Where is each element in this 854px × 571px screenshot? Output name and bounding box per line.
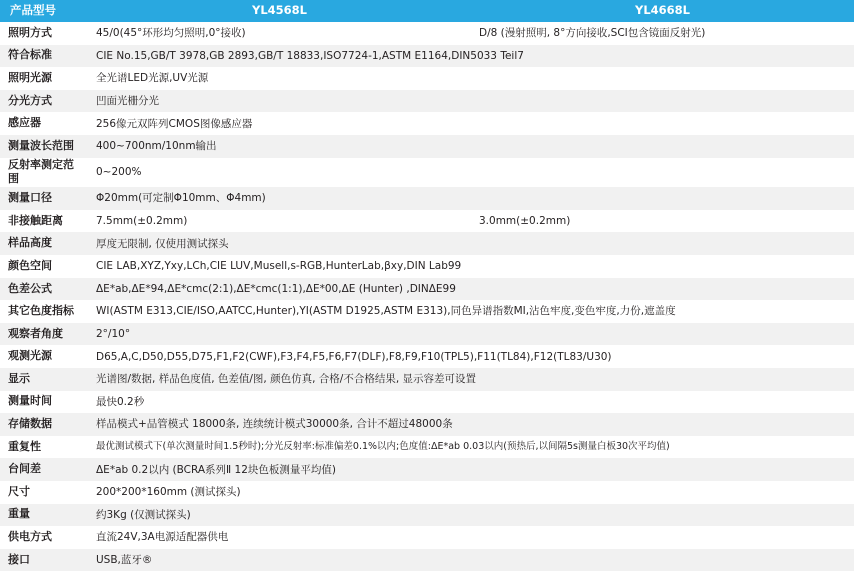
row-value: 全光谱LED光源,UV光源 (88, 67, 854, 90)
row-value: 200*200*160mm (测试探头) (88, 481, 854, 504)
row-value: ΔE*ab,ΔE*94,ΔE*cmc(2:1),ΔE*cmc(1:1),ΔE*00,ΔE (Hunter) ,DINΔE99 (88, 278, 854, 301)
row-value: 2°/10° (88, 323, 854, 346)
row-value: 256像元双阵列CMOS图像感应器 (88, 112, 854, 135)
row-label: 观测光源 (0, 345, 88, 368)
row-label: 观察者角度 (0, 323, 88, 346)
table-row (0, 158, 854, 188)
table-row (0, 549, 854, 571)
header-model-a-cell: YL4568L (88, 0, 471, 22)
row-value: Φ20mm(可定制Φ10mm、Φ4mm) (88, 187, 854, 210)
table-row (0, 255, 854, 278)
header-label-cell: 产品型号 (0, 0, 88, 22)
row-label: 供电方式 (0, 526, 88, 549)
row-value-model-a: 45/0(45°环形均匀照明,0°接收) (88, 22, 471, 45)
row-value: WI(ASTM E313,CIE/ISO,AATCC,Hunter),YI(ASTM D1925,ASTM E313),同色异谱指数MI,沾色牢度,变色牢度,力份,遮盖度 (88, 300, 854, 323)
table-row (0, 323, 854, 346)
row-label: 分光方式 (0, 90, 88, 113)
row-value: CIE No.15,GB/T 3978,GB 2893,GB/T 18833,ISO7724-1,ASTM E1164,DIN5033 Teil7 (88, 45, 854, 68)
table-row (0, 210, 854, 233)
table-row (0, 135, 854, 158)
row-value: CIE LAB,XYZ,Yxy,LCh,CIE LUV,Musell,s-RGB,HunterLab,βxy,DIN Lab99 (88, 255, 854, 278)
row-value: 直流24V,3A电源适配器供电 (88, 526, 854, 549)
row-label: 照明方式 (0, 22, 88, 45)
row-value: 样品模式+品管模式 18000条, 连续统计模式30000条, 合计不超过48000条 (88, 413, 854, 436)
row-label: 重量 (0, 504, 88, 527)
row-value: 最快0.2秒 (88, 391, 854, 414)
table-row (0, 504, 854, 527)
row-label: 尺寸 (0, 481, 88, 504)
table-row (0, 481, 854, 504)
table-row (0, 22, 854, 45)
row-value: ΔE*ab 0.2以内 (BCRA系列Ⅱ 12块色板测量平均值) (88, 458, 854, 481)
row-value: 0~200% (88, 158, 854, 188)
row-label: 显示 (0, 368, 88, 391)
table-row (0, 436, 854, 459)
row-label: 样品高度 (0, 232, 88, 255)
row-label: 其它色度指标 (0, 300, 88, 323)
row-value: 凹面光栅分光 (88, 90, 854, 113)
row-value: D65,A,C,D50,D55,D75,F1,F2(CWF),F3,F4,F5,F6,F7(DLF),F8,F9,F10(TPL5),F11(TL84),F12(TL83/U30) (88, 345, 854, 368)
row-label: 照明光源 (0, 67, 88, 90)
row-label: 感应器 (0, 112, 88, 135)
table-header-row (0, 0, 854, 22)
table-row (0, 526, 854, 549)
header-model-b-cell: YL4668L (471, 0, 854, 22)
table-row (0, 300, 854, 323)
table-row (0, 45, 854, 68)
row-label: 重复性 (0, 436, 88, 459)
table-row (0, 413, 854, 436)
row-value: 光谱图/数据, 样品色度值, 色差值/图, 颜色仿真, 合格/不合格结果, 显示容差可设置 (88, 368, 854, 391)
row-label: 非接触距离 (0, 210, 88, 233)
table-row (0, 278, 854, 301)
row-value: 400~700nm/10nm输出 (88, 135, 854, 158)
table-row (0, 90, 854, 113)
row-label: 台间差 (0, 458, 88, 481)
row-value-model-a: 7.5mm(±0.2mm) (88, 210, 471, 233)
table-row (0, 187, 854, 210)
table-row (0, 67, 854, 90)
table-row (0, 345, 854, 368)
row-value-model-b: 3.0mm(±0.2mm) (471, 210, 854, 233)
table-row (0, 232, 854, 255)
table-row (0, 112, 854, 135)
row-label: 测量时间 (0, 391, 88, 414)
row-label: 符合标准 (0, 45, 88, 68)
row-label: 反射率测定范围 (0, 158, 88, 188)
row-label: 接口 (0, 549, 88, 571)
row-value: 最优测试模式下(单次测量时间1.5秒时);分光反射率:标准偏差0.1%以内;色度值:ΔE*ab 0.03以内(预热后,以间隔5s测量白板30次平均值) (88, 436, 854, 459)
row-value: 约3Kg (仅测试探头) (88, 504, 854, 527)
row-value: USB,蓝牙® (88, 549, 854, 571)
row-label: 测量口径 (0, 187, 88, 210)
table-row (0, 391, 854, 414)
table-row (0, 368, 854, 391)
table-row (0, 458, 854, 481)
row-label: 色差公式 (0, 278, 88, 301)
row-label: 测量波长范围 (0, 135, 88, 158)
row-label: 颜色空间 (0, 255, 88, 278)
row-label: 存储数据 (0, 413, 88, 436)
row-value: 厚度无限制, 仅使用测试探头 (88, 232, 854, 255)
row-value-model-b: D/8 (漫射照明, 8°方向接收,SCI包含镜面反射光) (471, 22, 854, 45)
